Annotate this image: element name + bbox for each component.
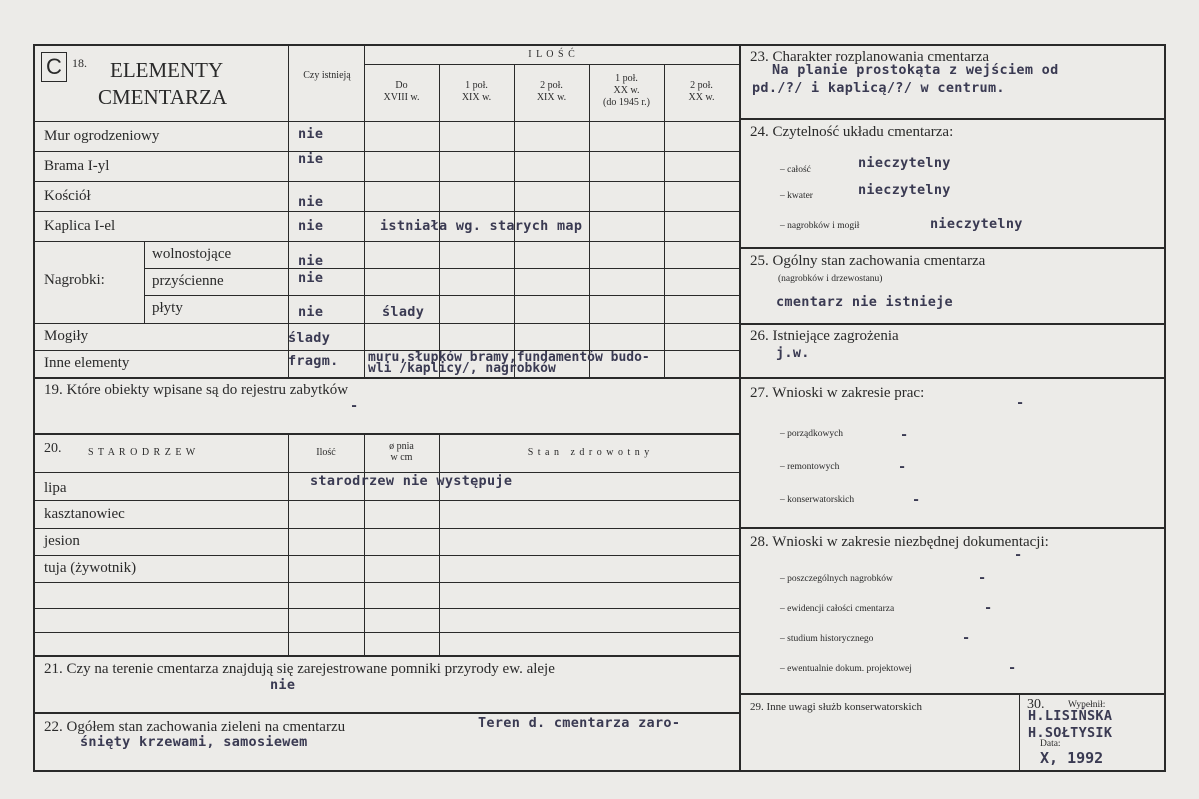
rule [33,608,740,609]
rule [740,377,1165,379]
rule [740,323,1165,325]
period-header: Do XVIII w. [383,80,420,103]
chapel-note: istniała wg. starych map [380,218,583,234]
period-header: 2 poł. XX w. [688,80,715,103]
section27-item-value: - [898,459,907,475]
tree-row-label: tuja (żywotnik) [44,560,137,576]
rule [364,434,365,656]
section24-item-label: – całość [780,165,811,175]
rule [33,582,740,583]
rule [740,527,1165,529]
row-label-wall: Mur ogrodzeniowy [44,128,160,144]
rule [740,693,1165,695]
rule [740,247,1165,249]
section19-value: - [350,398,359,414]
section27-item-label: – konserwatorskich [780,495,855,505]
rule [33,181,740,182]
section25-label: 25. Ogólny stan zachowania cmentarza [750,253,986,269]
section22-value-line2: śnięty krzewami, samosiewem [80,734,308,750]
frame-bottom [33,770,1166,772]
section24-item-value: nieczytelny [858,182,951,198]
section23-value-line1: Na planie prostokąta z wejściem od [772,62,1059,78]
exists-value: ślady [288,330,331,346]
rule [33,712,740,714]
section24-item-value: nieczytelny [930,216,1023,232]
exists-value: nie [298,253,324,269]
section25-value: cmentarz nie istnieje [776,294,953,310]
section20-title: S T A R O D R Z E W [88,447,197,458]
row-label-church: Kościół [44,188,91,204]
tree-row-label: kasztanowiec [44,506,125,522]
section22-value-line1: Teren d. cmentarza zaro- [478,715,681,731]
col-count-header: Ilość [316,447,336,458]
section30-filled-label: Wypełnił: [1068,700,1106,710]
section28-item-value: - [978,570,987,586]
section18-title-line2: CMENTARZA [98,85,227,109]
rule [439,434,440,656]
period-header: 1 poł. XIX w. [461,80,492,103]
section24-item-label: – nagrobków i mogił [780,221,860,231]
section27-item-value: - [912,492,921,508]
section26-value: j.w. [776,345,810,361]
section27-item-label: – porządkowych [780,429,844,439]
rule [33,528,740,529]
section24-item-value: nieczytelny [858,155,951,171]
exists-value: nie [298,151,324,167]
row-label-gate: Brama I-yl [44,158,110,174]
rule [33,241,740,242]
section28-item-label: – ewidencji całości cmentarza [780,604,895,614]
section23-value-line2: pd./?/ i kaplicą/?/ w centrum. [752,80,1005,96]
section28-label: 28. Wnioski w zakresie niezbędnej dokumentacji: [750,534,1049,550]
rule [33,500,740,501]
section24-item-label: – kwater [780,191,813,201]
rule [664,64,665,378]
exists-value: nie [298,304,324,320]
section28-item-label: – ewentualnie dokum. projektowej [780,664,912,674]
section28-dash: - [1014,547,1023,563]
exists-value: nie [298,126,324,142]
rule [33,151,740,152]
section20-note: starodrzew nie występuje [310,473,513,489]
section28-item-label: – studium historycznego [780,634,874,644]
frame-top [33,44,1166,46]
section27-item-value: - [900,427,909,443]
section30-name1: H.LISIŃSKA [1028,708,1113,724]
row-label-freestanding: wolnostojące [152,246,232,262]
exists-value: nie [298,270,324,286]
section27-label: 27. Wnioski w zakresie prac: [750,385,925,401]
exists-value: nie [298,218,324,234]
exists-value: fragm. [288,353,339,369]
period-header: 1 poł. XX w. (do 1945 r.) [603,73,650,108]
section28-item-label: – poszczególnych nagrobków [780,574,893,584]
section18-title-line1: ELEMENTY [110,58,224,82]
col-exists-header: Czy istnieją [303,70,351,81]
row-label-graves: Mogiły [44,328,89,344]
section29-label: 29. Inne uwagi służb konserwatorskich [750,701,922,713]
row-label-wall-mounted: przyścienne [152,273,224,289]
section27-dash: - [1016,395,1025,411]
rule [33,555,740,556]
rule [33,433,740,435]
rule [33,655,740,657]
card-letter: C [46,54,62,79]
ilosc-header: I L O Ś Ć [528,49,576,60]
section28-item-value: - [984,600,993,616]
card-letter-box [41,52,67,82]
col-diam-header: ø pnia w cm [389,441,414,463]
section30-date: X, 1992 [1040,749,1104,767]
row-label-nagrobki: Nagrobki: [44,272,105,288]
rule [364,64,740,65]
period-header: 2 poł. XIX w. [536,80,567,103]
frame-left [33,44,35,772]
rule [33,121,740,122]
rule [144,295,740,296]
rule [33,377,740,379]
rule [33,211,740,212]
rule [589,64,590,378]
rule [33,632,740,633]
row-label-chapel: Kaplica I-el [44,218,116,234]
tree-row-label: jesion [44,533,80,549]
row-label-slabs: płyty [152,300,183,316]
other-note-line2: wli /kaplicy/, nagrobków [368,361,556,376]
section28-item-value: - [962,630,971,646]
rule [288,44,289,378]
tree-row-label: lipa [44,480,67,496]
section23-label: 23. Charakter rozplanowania cmentarza [750,49,990,65]
section21-label: 21. Czy na terenie cmentarza znajdują się zarejestrowane pomniki przyrody ew. aleje [44,661,555,677]
section25-sub: (nagrobków i drzewostanu) [778,274,883,284]
section30-number: 30. [1027,697,1045,712]
rule [144,268,740,269]
other-note-line1: muru,słupków bramy,fundamentów budo- [368,350,650,365]
section24-label: 24. Czytelność układu cmentarza: [750,124,954,140]
rule [144,241,145,323]
section30-date-label: Data: [1040,739,1061,749]
section26-label: 26. Istniejące zagrożenia [750,328,899,344]
section21-value: nie [270,677,296,693]
section18-number: 18. [72,56,87,70]
rule [33,323,740,324]
rule [740,118,1165,120]
section28-item-value: - [1008,660,1017,676]
slabs-note: ślady [382,304,425,320]
rule [288,434,289,656]
rule [1019,694,1020,771]
section22-label: 22. Ogółem stan zachowania zieleni na cmentarzu [44,719,346,735]
row-label-other: Inne elementy [44,355,130,371]
section20-number: 20. [44,441,62,456]
section27-item-label: – remontowych [780,462,840,472]
section19-label: 19. Które obiekty wpisane są do rejestru zabytków [44,382,349,398]
exists-value: nie [298,194,324,210]
section30-name2: H.SOŁTYSIK [1028,725,1113,741]
col-health-header: S t a n z d r o w o t n y [527,447,651,458]
column-divider [739,44,741,772]
frame-right [1164,44,1166,772]
